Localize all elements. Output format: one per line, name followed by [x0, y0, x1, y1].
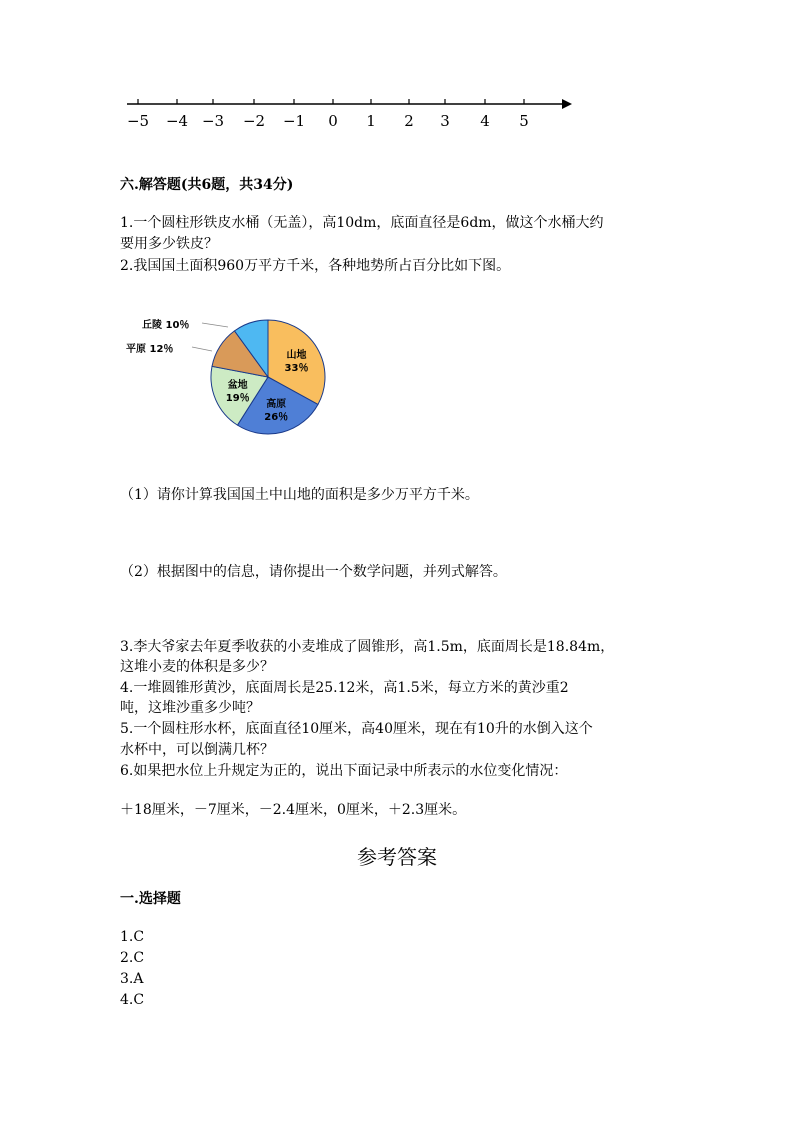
number-line-label: −1 — [282, 112, 306, 130]
number-line-label: 0 — [328, 112, 338, 130]
question-3-text-cont: 这堆小麦的体积是多少？ — [120, 659, 274, 675]
question-6-text: 6.如果把水位上升规定为正的，说出下面记录中所表示的水位变化情况： — [120, 763, 568, 779]
pie-slice-percent: 26％ — [264, 412, 289, 423]
pie-slice-label: 盆地 — [227, 380, 248, 392]
pie-slice-label: 山地 — [286, 350, 307, 362]
answer-item: 2.C — [120, 950, 145, 966]
question-5-text: 5.一个圆柱形水杯，底面直径10厘米，高40厘米，现在有10升的水倒入这个 — [120, 721, 593, 737]
callout-qiuling: 丘陵 10％ — [142, 320, 190, 331]
question-2-sub-1: （1）请你计算我国国土中山地的面积是多少万平方千米。 — [120, 487, 479, 503]
number-line-label: 3 — [440, 112, 450, 130]
number-line-label: 4 — [480, 112, 490, 130]
answers-title: 参考答案 — [357, 845, 437, 869]
question-1-text: 1.一个圆柱形铁皮水桶（无盖），高10dm，底面直径是6dm，做这个水桶大约 — [120, 215, 604, 231]
pie-slice-percent: 19％ — [225, 393, 250, 405]
answer-item: 3.A — [120, 971, 144, 987]
question-5-text-cont: 水杯中，可以倒满几杯？ — [120, 742, 274, 758]
number-line-label: 1 — [366, 112, 376, 130]
question-2-sub-2: （2）根据图中的信息，请你提出一个数学问题，并列式解答。 — [120, 564, 507, 580]
question-4-text: 4.一堆圆锥形黄沙，底面周长是25.12米，高1.5米，每立方米的黄沙重2 — [120, 680, 569, 696]
question-1-text-cont: 要用多少铁皮？ — [120, 236, 218, 252]
section-heading: 六.解答题(共6题，共34分) — [120, 177, 294, 193]
callout-pingyuan: 平原 12％ — [126, 344, 174, 355]
question-6-values: ＋18厘米，－7厘米，－2.4厘米，0厘米，＋2.3厘米。 — [120, 802, 467, 818]
question-2-text: 2.我国国土面积960万平方千米，各种地势所占百分比如下图。 — [120, 258, 511, 274]
number-line-label: 2 — [404, 112, 414, 130]
answer-item: 1.C — [120, 929, 145, 945]
pie-slice-percent: 33％ — [284, 363, 309, 375]
number-line-label: −3 — [201, 112, 225, 130]
question-4-text-cont: 吨，这堆沙重多少吨？ — [120, 700, 260, 716]
answer-item: 4.C — [120, 992, 145, 1008]
question-3-text: 3.李大爷家去年夏季收获的小麦堆成了圆锥形，高1.5m，底面周长是18.84m， — [120, 639, 615, 655]
pie-slice-label: 高原 — [266, 399, 287, 410]
number-line-label: 5 — [519, 112, 529, 130]
number-line-label: −5 — [126, 112, 150, 130]
terrain-pie-chart — [120, 305, 330, 440]
number-line-label: −2 — [242, 112, 266, 130]
answers-section-heading: 一.选择题 — [120, 891, 181, 907]
number-line-label: −4 — [165, 112, 189, 130]
